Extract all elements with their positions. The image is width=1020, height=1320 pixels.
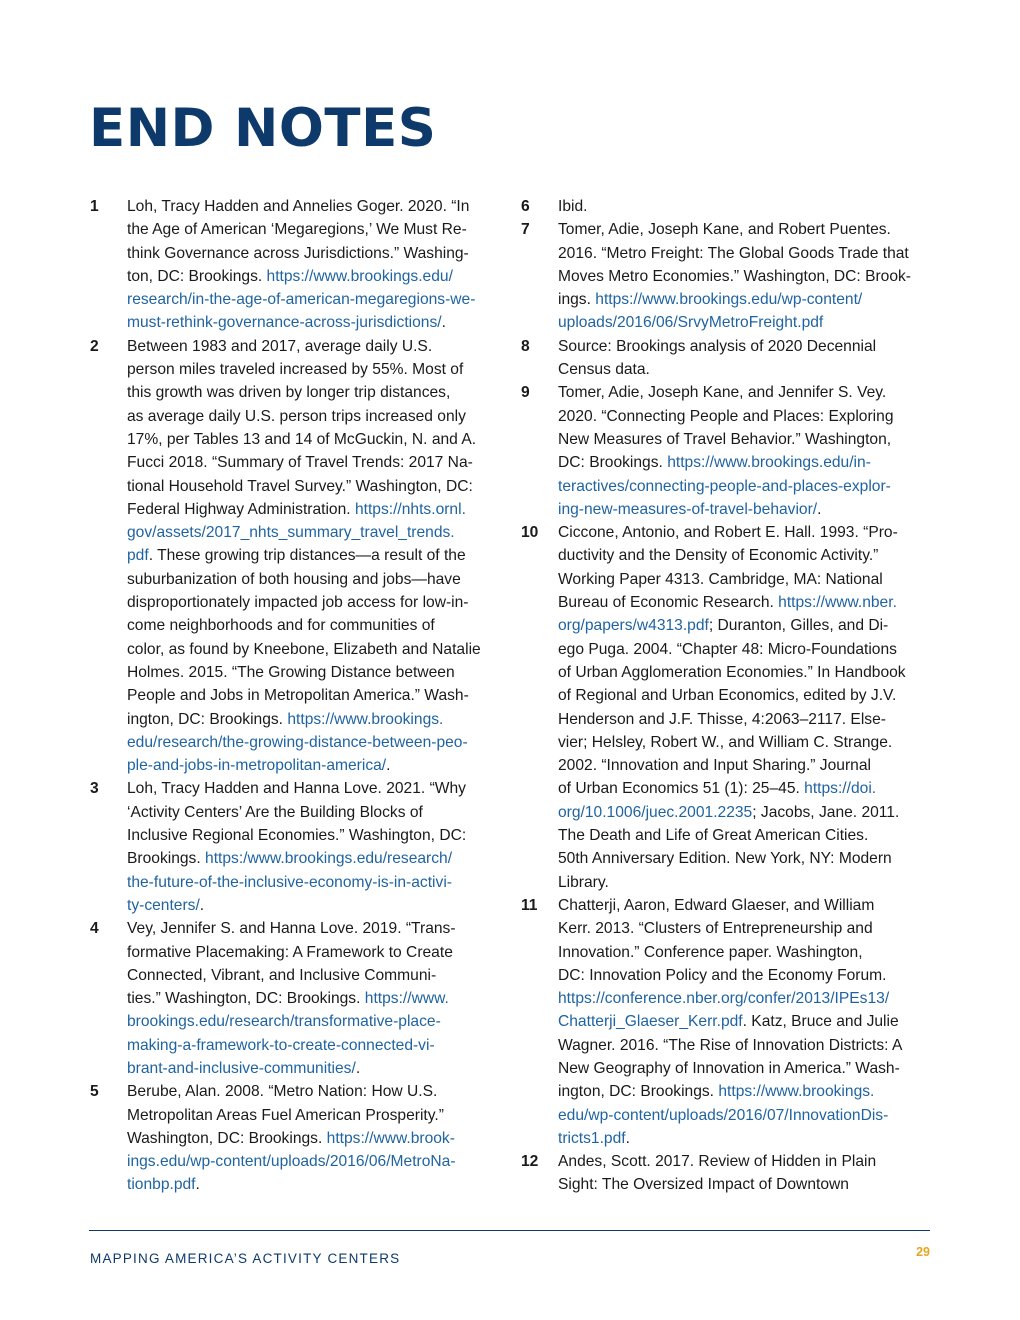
endnote-text-segment: .: [625, 1129, 630, 1147]
endnote-text-segment: Loh, Tracy Hadden and Hanna Love. 2021. “Why: [127, 780, 466, 798]
endnote-text-segment: of Urban Agglomeration Economies.” In Handbook: [558, 663, 906, 681]
endnote-link[interactable]: making-a-framework-to-create-connected-vi-: [127, 1036, 435, 1054]
endnote-link[interactable]: https://www.brookings.edu/wp-content/: [595, 291, 863, 309]
endnote-text-segment: . These growing trip distances—a result of the: [148, 547, 466, 565]
endnote-text-segment: New Measures of Travel Behavior.” Washington,: [558, 430, 892, 448]
endnote-text-segment: 50th Anniversary Edition. New York, NY: Modern: [558, 850, 892, 868]
endnote-number: 5: [90, 1083, 99, 1101]
endnote-text-segment: Federal Highway Administration.: [127, 500, 355, 518]
endnote-text-segment: ego Puga. 2004. “Chapter 48: Micro-Foundations: [558, 640, 897, 658]
endnote-link[interactable]: teractives/connecting-people-and-places-explor-: [558, 477, 891, 495]
endnote-link[interactable]: ty-centers/: [127, 896, 200, 914]
endnote-link[interactable]: https://www.brookings.: [287, 710, 444, 728]
endnote-text-segment: Inclusive Regional Economies.” Washington, DC:: [127, 827, 467, 845]
endnote-text-segment: Chatterji, Aaron, Edward Glaeser, and William: [558, 896, 875, 914]
endnote-text: [558, 381, 933, 521]
endnote-link[interactable]: org/papers/w4313.pdf: [558, 617, 709, 635]
endnote-text-segment: Between 1983 and 2017, average daily U.S.: [127, 337, 433, 355]
endnote-text-segment: 2016. “Metro Freight: The Global Goods Trade that: [558, 244, 909, 262]
endnote-text: [127, 335, 502, 778]
endnote-link[interactable]: Chatterji_Glaeser_Kerr.pdf: [558, 1013, 743, 1031]
endnote-text-segment: Fucci 2018. “Summary of Travel Trends: 2017 Na-: [127, 454, 473, 472]
endnote-text-segment: ‘Activity Centers’ Are the Building Blocks of: [127, 803, 423, 821]
endnote-text-segment: color, as found by Kneebone, Elizabeth and Natalie: [127, 640, 481, 658]
endnote-number: 7: [521, 221, 530, 239]
endnote-text-segment: . Katz, Bruce and Julie: [742, 1013, 899, 1031]
endnote-text-segment: Census data.: [558, 361, 650, 379]
endnote-text-segment: vier; Helsley, Robert W., and William C. Strange.: [558, 733, 893, 751]
endnote-text-segment: tional Household Travel Survey.” Washington, DC:: [127, 477, 473, 495]
endnote-number: 8: [521, 337, 530, 355]
endnote-text: [127, 777, 502, 917]
endnote-link[interactable]: brookings.edu/research/transformative-place-: [127, 1013, 441, 1031]
endnote-text-segment: Ibid.: [558, 198, 588, 215]
endnote-item: [521, 335, 933, 382]
endnote-text-segment: disproportionately impacted job access for low-in-: [127, 594, 469, 612]
endnote-text: [558, 195, 933, 218]
endnote-link[interactable]: https://doi.: [804, 780, 877, 798]
endnote-link[interactable]: pdf: [127, 547, 149, 565]
endnote-text-segment: Tomer, Adie, Joseph Kane, and Robert Puentes.: [558, 221, 891, 239]
endnote-text-segment: Source: Brookings analysis of 2020 Decennial: [558, 337, 877, 355]
endnote-number: 2: [90, 337, 99, 355]
endnote-link[interactable]: uploads/2016/06/SrvyMetroFreight.pdf: [558, 314, 824, 332]
endnote-text-segment: The Death and Life of Great American Cities.: [558, 827, 869, 845]
endnote-text-segment: DC: Innovation Policy and the Economy Forum.: [558, 966, 887, 984]
endnote-text: [558, 521, 933, 894]
endnote-text: [127, 195, 502, 335]
endnote-text-segment: Andes, Scott. 2017. Review of Hidden in Plain: [558, 1153, 877, 1171]
endnote-text: [558, 335, 933, 382]
endnotes-column-right: [521, 195, 933, 1197]
endnote-text-segment: .: [199, 896, 205, 914]
endnote-link[interactable]: must-rethink-governance-across-jurisdictions/: [127, 314, 442, 332]
endnote-number: 6: [521, 198, 530, 215]
endnote-text-segment: person miles traveled increased by 55%. Most of: [127, 361, 464, 379]
endnote-text-segment: Holmes. 2015. “The Growing Distance between: [127, 663, 455, 681]
endnote-link[interactable]: tricts1.pdf: [558, 1129, 626, 1147]
endnote-text-segment: formative Placemaking: A Framework to Create: [127, 943, 453, 961]
endnote-text-segment: .: [195, 1176, 200, 1194]
endnote-text-segment: ings.: [558, 291, 596, 309]
endnote-link[interactable]: https://www.brookings.edu/: [266, 267, 453, 285]
endnote-text-segment: Henderson and J.F. Thisse, 4:2063–2117. Else-: [558, 710, 886, 728]
endnote-link[interactable]: the-future-of-the-inclusive-economy-is-in-activi-: [127, 873, 452, 891]
endnote-text-segment: Wagner. 2016. “The Rise of Innovation Districts: A: [558, 1036, 903, 1054]
endnote-text-segment: ton, DC: Brookings.: [127, 267, 267, 285]
endnote-item: [90, 195, 502, 335]
footer-title: MAPPING AMERICA’S ACTIVITY CENTERS: [90, 1251, 401, 1266]
endnote-number: 10: [521, 524, 539, 542]
endnote-link[interactable]: edu/research/the-growing-distance-between-peo-: [127, 733, 468, 751]
endnote-text-segment: Ciccone, Antonio, and Robert E. Hall. 1993. “Pro-: [558, 524, 898, 542]
endnote-text-segment: ductivity and the Density of Economic Activity.”: [558, 547, 879, 565]
endnote-text-segment: suburbanization of both housing and jobs—have: [127, 570, 461, 588]
endnote-text-segment: .: [817, 500, 822, 518]
endnote-link[interactable]: org/10.1006/juec.2001.2235: [558, 803, 753, 821]
endnote-text-segment: ties.” Washington, DC: Brookings.: [127, 990, 365, 1008]
endnote-link[interactable]: https://www.nber.: [778, 594, 897, 612]
endnote-item: [521, 218, 933, 334]
endnote-text-segment: Washington, DC: Brookings.: [127, 1129, 327, 1147]
endnote-number: 9: [521, 384, 530, 402]
endnote-text-segment: the Age of American ‘Megaregions,’ We Must Re-: [127, 221, 467, 239]
endnote-link[interactable]: tionbp.pdf: [127, 1176, 196, 1194]
endnote-item: [521, 1150, 933, 1197]
endnote-link[interactable]: ple-and-jobs-in-metropolitan-america/: [127, 757, 387, 775]
endnote-link[interactable]: edu/wp-content/uploads/2016/07/InnovationDis-: [558, 1106, 889, 1124]
endnote-text: [558, 894, 933, 1150]
endnote-text-segment: 17%, per Tables 13 and 14 of McGuckin, N. and A.: [127, 430, 477, 448]
page-title: END NOTES: [89, 98, 437, 159]
endnote-item: [521, 894, 933, 1150]
endnote-text-segment: Kerr. 2013. “Clusters of Entrepreneurship and: [558, 920, 873, 938]
endnote-text-segment: Working Paper 4313. Cambridge, MA: National: [558, 570, 883, 588]
endnote-text-segment: DC: Brookings.: [558, 454, 668, 472]
endnote-text-segment: come neighborhoods and for communities of: [127, 617, 435, 635]
endnote-text-segment: Tomer, Adie, Joseph Kane, and Jennifer S. Vey.: [558, 384, 887, 402]
endnote-item: [90, 335, 502, 778]
endnotes-column-left: [90, 195, 502, 1197]
endnote-text-segment: Innovation.” Conference paper. Washington,: [558, 943, 863, 961]
endnote-link[interactable]: research/in-the-age-of-american-megaregions-we-: [127, 291, 476, 309]
endnote-text-segment: People and Jobs in Metropolitan America.” Wash-: [127, 687, 469, 705]
endnote-link[interactable]: gov/assets/2017_nhts_summary_travel_trends.: [127, 524, 455, 542]
endnote-text-segment: ington, DC: Brookings.: [558, 1083, 719, 1101]
endnote-text-segment: as average daily U.S. person trips increased only: [127, 407, 466, 425]
endnote-number: 11: [521, 896, 538, 914]
endnote-text-segment: ; Duranton, Gilles, and Di-: [708, 617, 889, 635]
endnote-link[interactable]: https://www.brookings.edu/in-: [667, 454, 871, 472]
endnote-text-segment: ; Jacobs, Jane. 2011.: [752, 803, 900, 821]
page-number: 29: [916, 1245, 930, 1259]
endnote-text: [558, 1150, 933, 1197]
endnote-text-segment: of Regional and Urban Economics, edited by J.V.: [558, 687, 897, 705]
endnote-text-segment: Sight: The Oversized Impact of Downtown: [558, 1176, 849, 1194]
endnote-number: 12: [521, 1153, 539, 1171]
endnote-link[interactable]: brant-and-inclusive-communities/: [127, 1059, 356, 1077]
endnote-link[interactable]: https://conference.nber.org/confer/2013/IPEs13/: [558, 990, 890, 1008]
endnote-link[interactable]: ing-new-measures-of-travel-behavior/: [558, 500, 818, 518]
endnote-text-segment: .: [355, 1059, 361, 1077]
endnote-text-segment: this growth was driven by longer trip distances,: [127, 384, 451, 402]
endnote-item: [521, 381, 933, 521]
footer-divider: [89, 1230, 930, 1231]
endnote-text-segment: .: [441, 314, 446, 332]
endnote-item: [90, 917, 502, 1080]
endnote-text-segment: Loh, Tracy Hadden and Annelies Goger. 2020. “In: [127, 198, 470, 215]
endnote-link[interactable]: https://www.: [364, 990, 449, 1008]
endnote-link[interactable]: https://www.brook-: [326, 1129, 455, 1147]
endnote-number: 1: [90, 198, 99, 215]
endnote-text-segment: Bureau of Economic Research.: [558, 594, 779, 612]
endnote-link[interactable]: ings.edu/wp-content/uploads/2016/06/MetroNa-: [127, 1153, 456, 1171]
endnote-text-segment: .: [386, 757, 391, 775]
endnote-text-segment: think Governance across Jurisdictions.” Washing-: [127, 244, 469, 262]
endnote-link[interactable]: https://nhts.ornl.: [354, 500, 466, 518]
endnote-text-segment: ington, DC: Brookings.: [127, 710, 288, 728]
endnote-text-segment: Berube, Alan. 2008. “Metro Nation: How U.S.: [127, 1083, 438, 1101]
endnote-item: [90, 777, 502, 917]
endnote-item: [521, 195, 933, 218]
endnote-text-segment: 2002. “Innovation and Input Sharing.” Journal: [558, 757, 871, 775]
endnote-text-segment: Library.: [558, 873, 609, 891]
endnote-text-segment: Connected, Vibrant, and Inclusive Communi-: [127, 966, 437, 984]
endnote-number: 4: [90, 920, 99, 938]
endnote-text-segment: Metropolitan Areas Fuel American Prosperity.”: [127, 1106, 444, 1124]
endnote-text: [127, 917, 502, 1080]
endnote-link[interactable]: https:/www.brookings.edu/research/: [205, 850, 453, 868]
endnote-text-segment: Vey, Jennifer S. and Hanna Love. 2019. “Trans-: [127, 920, 456, 938]
endnote-text-segment: New Geography of Innovation in America.” Wash-: [558, 1059, 900, 1077]
endnote-text-segment: Brookings.: [127, 850, 206, 868]
endnote-text-segment: 2020. “Connecting People and Places: Exploring: [558, 407, 894, 425]
endnote-link[interactable]: https://www.brookings.: [718, 1083, 875, 1101]
endnote-text: [558, 218, 933, 334]
endnote-number: 3: [90, 780, 99, 798]
endnote-item: [90, 1080, 502, 1196]
endnote-text-segment: Moves Metro Economies.” Washington, DC: Brook-: [558, 267, 911, 285]
endnote-text: [127, 1080, 502, 1196]
endnote-item: [521, 521, 933, 894]
endnote-text-segment: of Urban Economics 51 (1): 25–45.: [558, 780, 805, 798]
